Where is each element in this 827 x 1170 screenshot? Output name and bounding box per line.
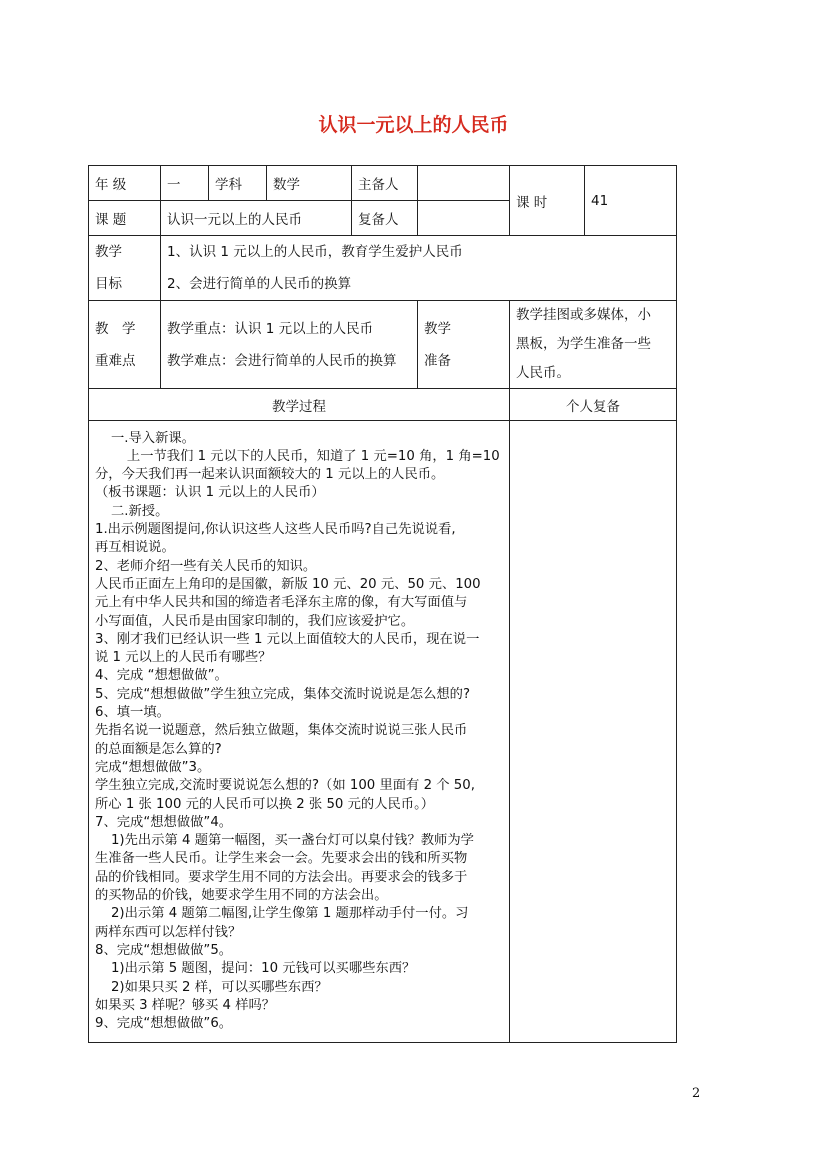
lesson-plan-table [88,165,677,1043]
subject-label: 学科 [209,166,267,201]
process-content: 一.导入新课。 上一节我们 1 元以下的人民币，知道了 1 元=10 角，1 角=10 分，今天我们再一起来认识面额较大的 1 元以上的人民币。 （板书课题：认识 1 元以上的人民币） 二.新授。 1.出示例题图提问,你认识这些人这些人民币吗?自己先说说看, 再互相说说。 2、老师介绍一些有关人民币的知识。 人民币正面左上角印的是国徽，新版 10 元、20 元、50 元、100 元上有中华人民共和国的缔造者毛泽东主席的像，有大写面值与 小写面值，人民币是由国家印制的，我们应该爱护它。 3、刚才我们已经认识一些 1 元以上面值较大的人民币，现在说一 说 1 元以上的人民币有哪些？ 4、完成 “想想做做”。 5、完成“想想做做”学生独立完成，集体交流时说说是怎么想的? 6、填一填。 先指名说一说题意，然后独立做题，集体交流时说说三张人民币 的总面额是怎么算的? 完成“想想做做”3。 学生独立完成,交流时要说说怎么想的?（如 100 里面有 2 个 50, 所心 1 张 100 元的人民币可以换 2 张 50 元的人民币。） 7、完成“想想做做”4。 1)先出示第 4 题第一幅图，买一盏台灯可以臬付钱？教师为学 生准备一些人民币。让学生来会一会。先要求会出的钱和所买物 品的价钱相同。要求学生用不同的方法会出。再要求会的钱多于 的买物品的价钱，她要求学生用不同的方法会出。 2)出示第 4 题第二幅图,让学生像第 1 题那样动手付一付。习 两样东西可以怎样付钱？ 8、完成“想想做做”5。 1)出示第 5 题图，提问：10 元钱可以买哪些东西？ 2)如果只买 2 样，可以买哪些东西？ 如果买 3 样呢？够买 4 样吗？ 9、完成“想想做做”6。 [89,421,510,1043]
lead-preparer-label: 主备人 [352,166,418,201]
topic-label: 课 题 [89,201,161,236]
page-title: 认识一元以上的人民币 [318,114,509,136]
process-header: 教学过程 [89,389,510,421]
subject-value: 数学 [267,166,352,201]
co-preparer-value [418,201,510,236]
page-number: 2 [692,1086,701,1101]
period-label: 课 时 [510,166,585,236]
grade-label: 年 级 [89,166,161,201]
goals-label: 教学 目标 [89,236,161,301]
goal-item: 2、会进行简单的人民币的换算 [167,276,352,292]
co-preparer-label: 复备人 [352,201,418,236]
difficult-point: 教学难点：会进行简单的人民币的换算 [167,352,397,369]
topic-value: 认识一元以上的人民币 [161,201,352,236]
keypoints-content [161,301,418,389]
personal-notes-content [510,421,677,1043]
goals-content [161,236,677,301]
period-value: 41 [585,166,677,236]
keypoints-label: 教 学 重难点 [89,301,161,389]
goal-item: 1、认识 1 元以上的人民币，教育学生爱护人民币 [167,244,463,260]
prep-label: 教学 准备 [418,301,510,389]
grade-value: 一 [161,166,209,201]
lead-preparer-value [418,166,510,201]
prep-content: 教学挂图或多媒体，小 黑板，为学生准备一些 人民币。 [510,301,677,389]
personal-notes-header: 个人复备 [510,389,677,421]
key-point: 教学重点：认识 1 元以上的人民币 [167,320,374,337]
